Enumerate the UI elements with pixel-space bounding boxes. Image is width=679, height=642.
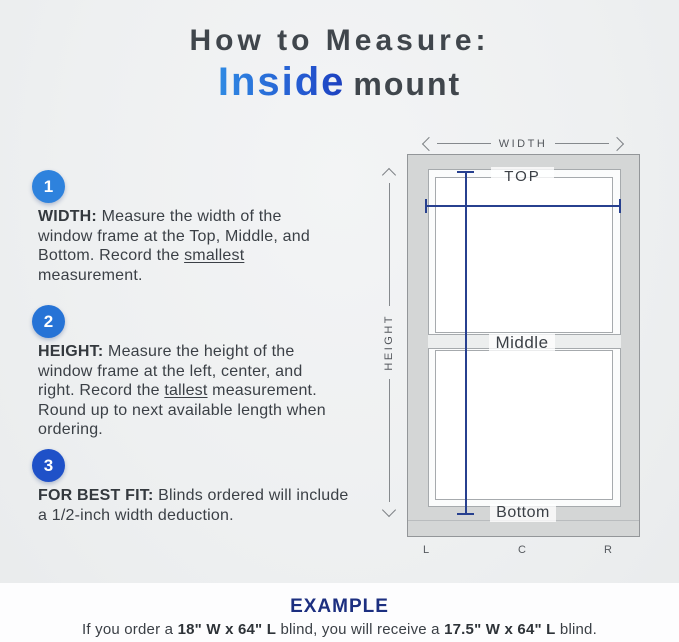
axis-label-center: C bbox=[518, 544, 527, 556]
title-line2 bbox=[0, 61, 679, 112]
step-1-number-badge: 1 bbox=[32, 170, 65, 203]
arrow-line bbox=[437, 143, 491, 144]
arrow-line bbox=[555, 143, 609, 144]
arrow-left-icon bbox=[422, 136, 436, 150]
arrow-up-icon bbox=[382, 168, 396, 182]
step-2-number-badge: 2 bbox=[32, 305, 65, 338]
title-highlight-inside: Inside bbox=[217, 60, 346, 104]
width-measure-line bbox=[426, 205, 621, 207]
step-1-text: WIDTH: Measure the width of the window frame at the Top, Middle, and Bottom. Record the smallest measurement. bbox=[38, 208, 310, 284]
lower-window-pane bbox=[435, 350, 613, 500]
height-dimension-arrow bbox=[381, 170, 397, 515]
arrow-line bbox=[389, 183, 390, 306]
step-2-height bbox=[32, 305, 384, 440]
title-line1: How to Measure: bbox=[189, 24, 490, 57]
title-suffix-mount: mount bbox=[353, 66, 462, 102]
height-measure-tick-top bbox=[457, 171, 474, 173]
width-dimension-arrow bbox=[424, 137, 622, 150]
axis-label-right: R bbox=[604, 544, 613, 556]
step-3-best-fit bbox=[32, 449, 384, 525]
step-1-width bbox=[32, 170, 384, 285]
top-label-text: TOP bbox=[504, 168, 541, 185]
top-position-label bbox=[491, 167, 554, 186]
width-arrow-label: WIDTH bbox=[498, 137, 548, 150]
width-measure-tick-right bbox=[619, 199, 621, 213]
upper-window-pane bbox=[435, 177, 613, 333]
page-title bbox=[0, 24, 679, 112]
example-heading: EXAMPLE bbox=[290, 596, 389, 617]
height-measure-tick-bottom bbox=[457, 513, 474, 515]
middle-position-label bbox=[489, 333, 555, 353]
width-measure-tick-left bbox=[425, 199, 427, 213]
middle-label-text: Middle bbox=[495, 333, 549, 352]
step-3-number-badge: 3 bbox=[32, 449, 65, 482]
height-measure-line bbox=[465, 172, 467, 515]
example-section bbox=[0, 583, 679, 642]
height-arrow-label: HEIGHT bbox=[383, 314, 395, 371]
arrow-line bbox=[389, 379, 390, 502]
arrow-right-icon bbox=[610, 136, 624, 150]
example-text: If you order a 18" W x 64" L blind, you will receive a 17.5" W x 64" L blind. bbox=[82, 620, 597, 638]
step-3-text: FOR BEST FIT: Blinds ordered will include a 1/2-inch width deduction. bbox=[38, 487, 349, 524]
bottom-position-label bbox=[490, 504, 556, 522]
axis-label-left: L bbox=[423, 544, 431, 556]
arrow-down-icon bbox=[382, 503, 396, 517]
step-2-text: HEIGHT: Measure the height of the window frame at the left, center, and right. Record the tallest measurement. Round up to next available length when ordering. bbox=[38, 343, 326, 438]
bottom-label-text: Bottom bbox=[496, 504, 550, 521]
